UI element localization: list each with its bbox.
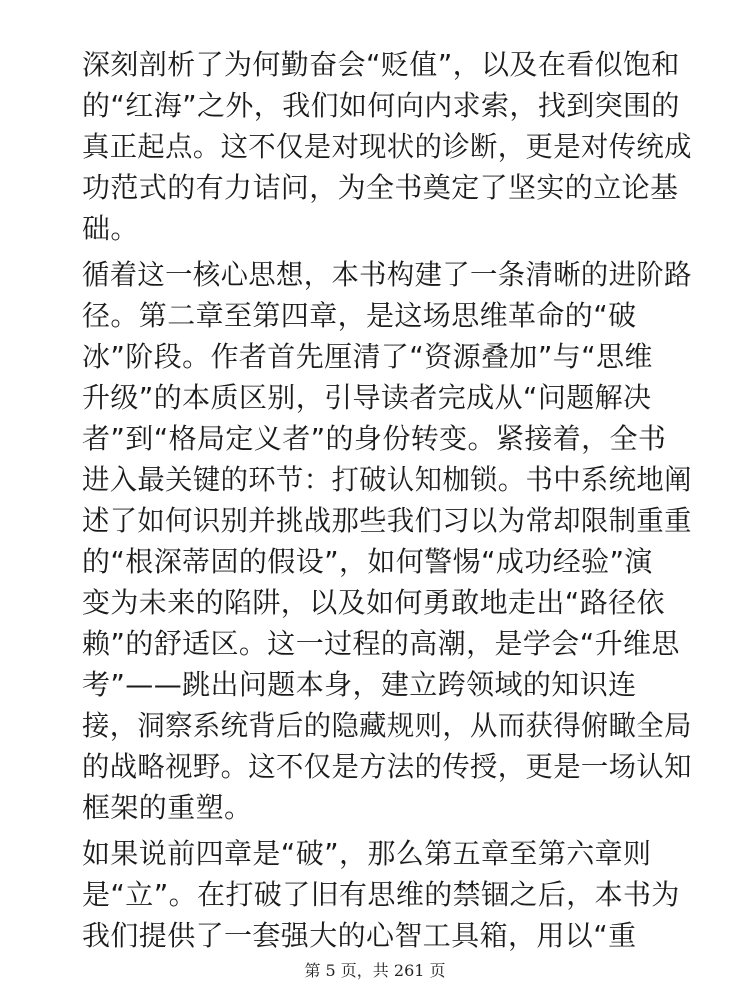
text-line: 考”——跳出问题本身，建立跨领域的知识连: [82, 668, 637, 701]
text-line: 升级”的本质区别，引导读者完成从“问题解决: [82, 381, 652, 414]
text-line: 真正起点。这不仅是对现状的诊断，更是对传统成: [82, 130, 692, 163]
text-line: 础。: [82, 212, 139, 245]
text-line: 径。第二章至第四章，是这场思维革命的“破: [82, 299, 637, 332]
text-line: 的“红海”之外，我们如何向内求索，找到突围的: [82, 89, 680, 122]
text-line: 框架的重塑。: [82, 791, 253, 824]
text-line: 变为未来的陷阱，以及如何勇敢地走出“路径依: [82, 586, 665, 619]
text-line: 者”到“格局定义者”的身份转变。紧接着，全书: [82, 422, 667, 455]
page-number-footer: 第 5 页，共 261 页: [304, 961, 446, 980]
text-line: 冰”阶段。作者首先厘清了“资源叠加”与“思维: [82, 340, 653, 373]
text-line: 是“立”。在打破了旧有思维的禁锢之后，本书为: [82, 878, 680, 911]
text-line: 我们提供了一套强大的心智工具箱，用以“重: [82, 919, 637, 952]
text-line: 述了如何识别并挑战那些我们习以为常却限制重重: [82, 504, 692, 537]
text-line: 如果说前四章是“破”，那么第五章至第六章则: [82, 837, 652, 870]
text-line: 进入最关键的环节：打破认知枷锁。书中系统地阐: [82, 463, 692, 496]
text-line: 功范式的有力诘问，为全书奠定了坚实的立论基: [82, 171, 679, 204]
text-line: 的战略视野。这不仅是方法的传授，更是一场认知: [82, 750, 692, 783]
text-line: 循着这一核心思想，本书构建了一条清晰的进阶路: [82, 258, 692, 291]
text-line: 的“根深蒂固的假设”，如何警惕“成功经验”演: [82, 545, 653, 578]
text-line: 接，洞察系统背后的隐藏规则，从而获得俯瞰全局: [82, 709, 692, 742]
text-line: 深刻剖析了为何勤奋会“贬值”，以及在看似饱和: [82, 48, 680, 81]
text-line: 赖”的舒适区。这一过程的高潮，是学会“升维思: [82, 627, 680, 660]
